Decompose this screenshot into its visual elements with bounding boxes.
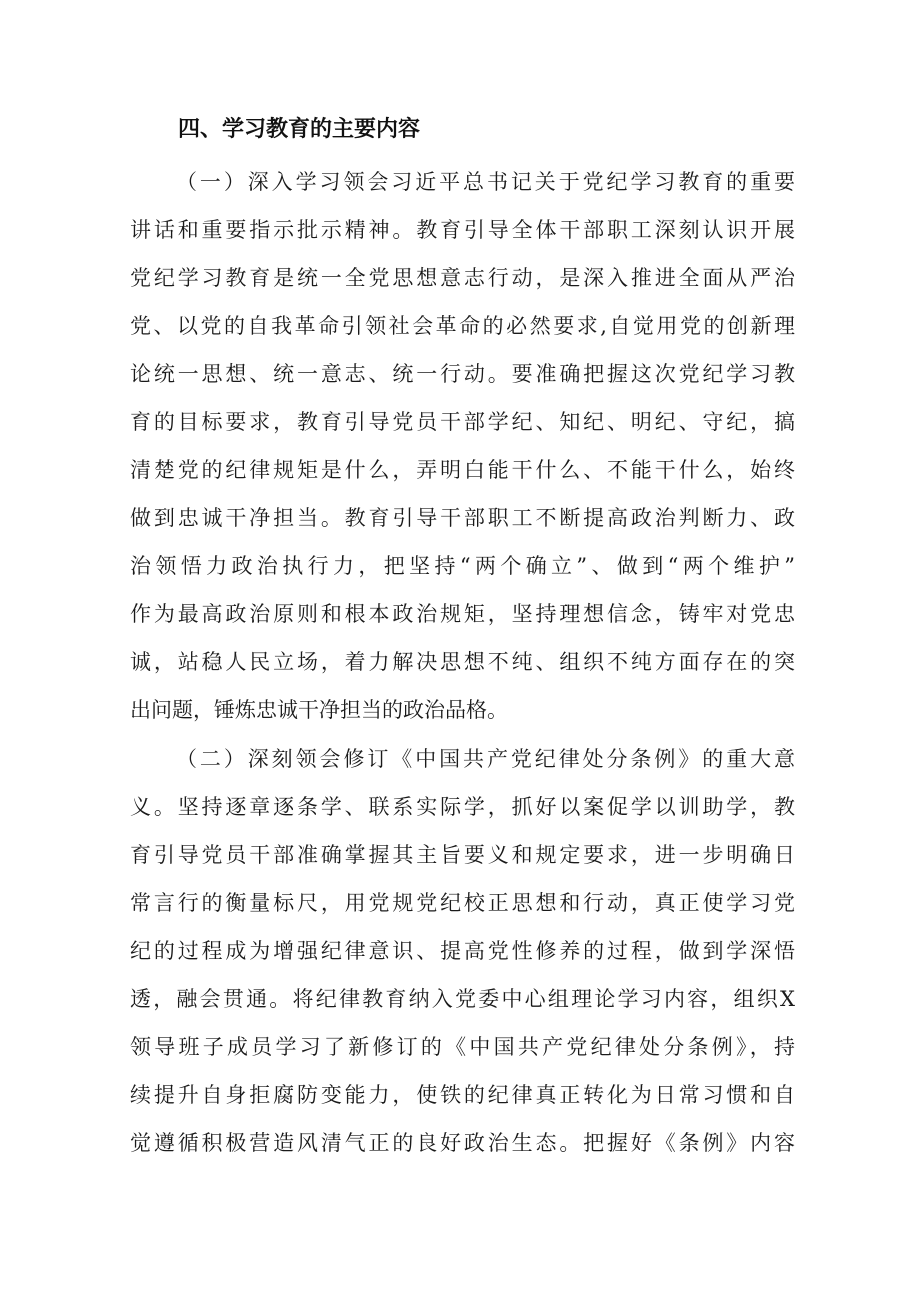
paragraph-line: 党纪学习教育是统一全党思想意志行动，是深入推进全面从严治	[130, 266, 795, 290]
paragraph-line: 做到忠诚干净担当。教育引导干部职工不断提高政治判断力、政	[130, 506, 795, 530]
paragraph-line: 作为最高政治原则和根本政治规矩，坚持理想信念，铸牢对党忠	[130, 602, 795, 626]
paragraph-line: 诚，站稳人民立场，着力解决思想不纯、组织不纯方面存在的突	[130, 650, 795, 674]
paragraph-1	[130, 158, 795, 734]
paragraph-line: 续提升自身拒腐防变能力，使铁的纪律真正转化为日常习惯和自	[130, 1083, 795, 1107]
paragraph-line: 领导班子成员学习了新修订的《中国共产党纪律处分条例》，持	[130, 1035, 795, 1059]
paragraph-line: 育的目标要求，教育引导党员干部学纪、知纪、明纪、守纪，搞	[130, 410, 795, 434]
paragraph-line: 清楚党的纪律规矩是什么，弄明白能干什么、不能干什么，始终	[130, 458, 795, 482]
paragraph-line: 讲话和重要指示批示精神。教育引导全体干部职工深刻认识开展	[130, 218, 795, 242]
section-heading: 四、学习教育的主要内容	[178, 117, 421, 142]
paragraph-line: 党、以党的自我革命引领社会革命的必然要求,自觉用党的创新理	[130, 314, 795, 338]
paragraph-line: （二）深刻领会修订《中国共产党纪律处分条例》的重大意	[176, 747, 795, 771]
paragraph-line: 常言行的衡量标尺，用党规党纪校正思想和行动，真正使学习党	[130, 891, 795, 915]
paragraph-line: 义。坚持逐章逐条学、联系实际学，抓好以案促学以训助学，教	[130, 795, 795, 819]
paragraph-line: 育引导党员干部准确掌握其主旨要义和规定要求，进一步明确日	[130, 843, 795, 867]
paragraph-line: 出问题，锤炼忠诚干净担当的政治品格。	[130, 698, 508, 722]
paragraph-line: （一）深入学习领会习近平总书记关于党纪学习教育的重要	[176, 170, 795, 194]
paragraph-2	[130, 735, 795, 1167]
paragraph-line: 觉遵循积极营造风清气正的良好政治生态。把握好《条例》内容	[130, 1131, 795, 1155]
paragraph-line: 论统一思想、统一意志、统一行动。要准确把握这次党纪学习教	[130, 362, 795, 386]
paragraph-line: 透，融会贯通。将纪律教育纳入党委中心组理论学习内容，组织X	[130, 987, 795, 1011]
paragraph-line: 治领悟力政治执行力，把坚持“两个确立”、做到“两个维护”	[130, 554, 795, 578]
paragraph-line: 纪的过程成为增强纪律意识、提高党性修养的过程，做到学深悟	[130, 939, 795, 963]
